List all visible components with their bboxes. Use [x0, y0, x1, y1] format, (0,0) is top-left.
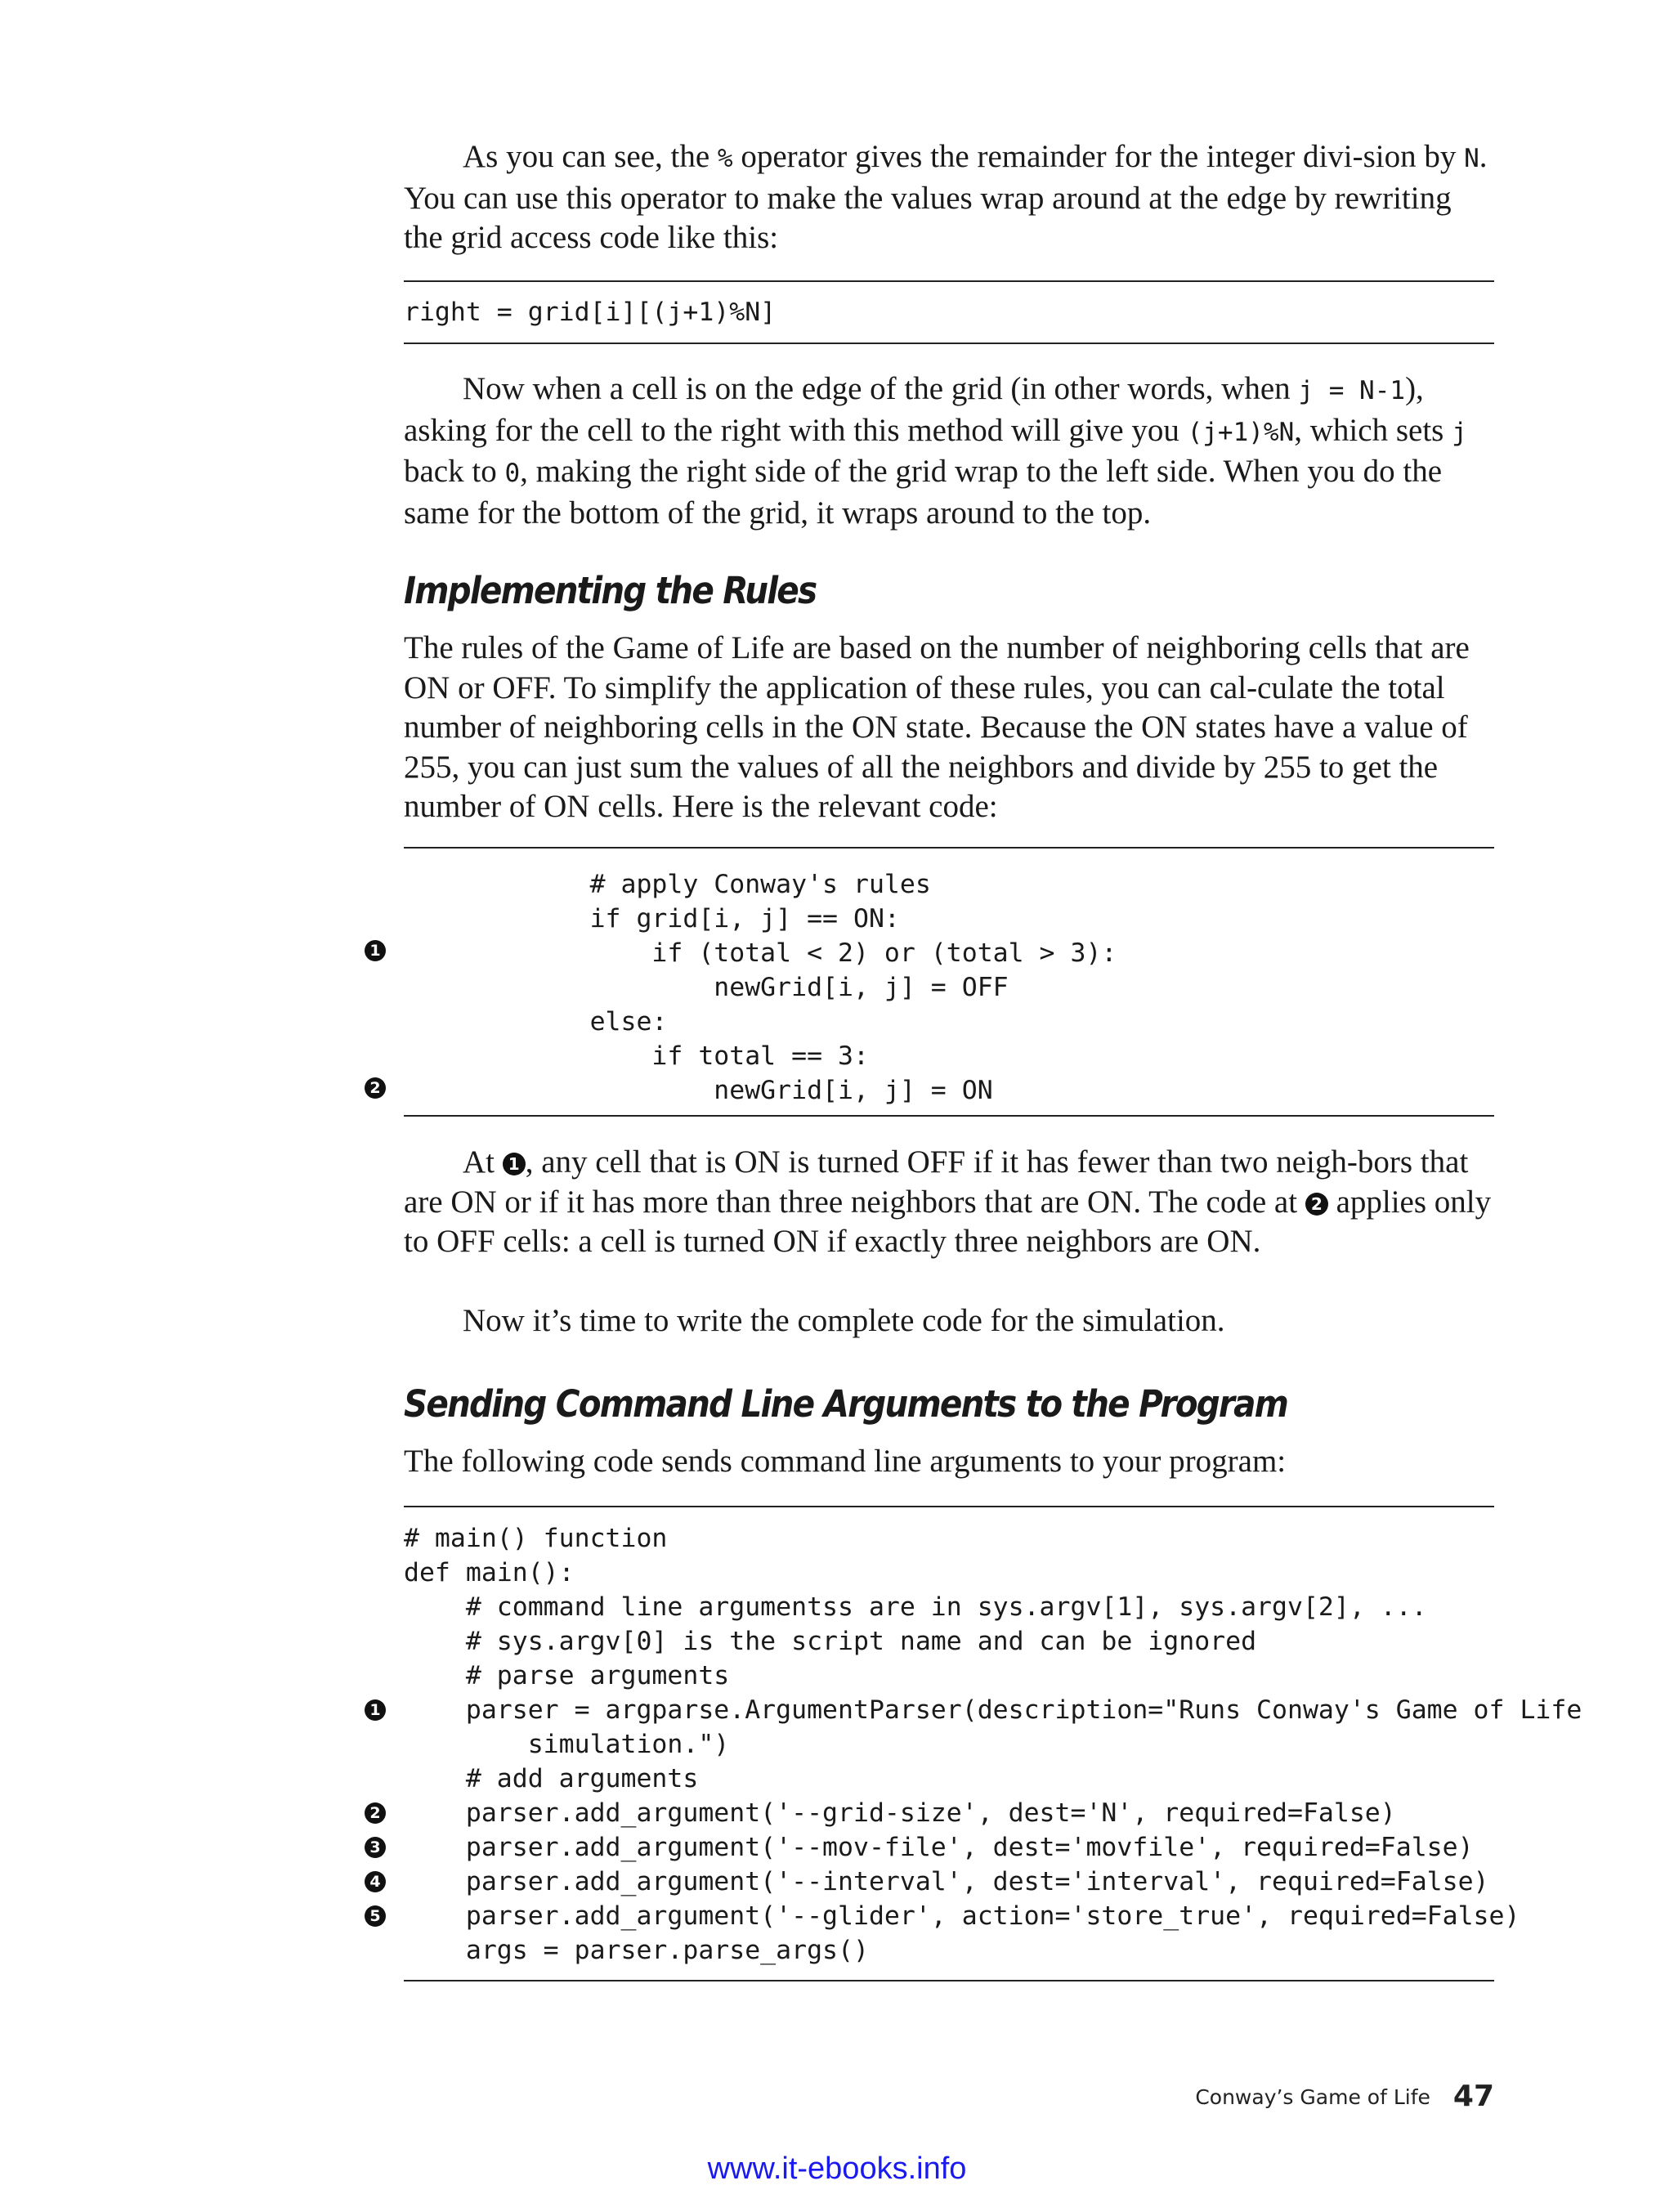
callout-marker-1: 1 [365, 940, 386, 961]
paragraph-edge-wrap: Now when a cell is on the edge of the grid (in other words, when j = N-1), asking for the cell to the right with this method will give you (j+1)%N, which sets j back to 0, making the right side of the grid wrap to the left side. When you do the same for the bottom of the grid, it wraps around to the top. [404, 371, 1467, 531]
page-number: 47 [1452, 2080, 1494, 2113]
callout-marker-4: 4 [365, 1871, 386, 1892]
chapter-title: Conway’s Game of Life [1195, 2085, 1430, 2109]
paragraph-command-line-intro: The following code sends command line arguments to your program: [404, 1444, 1287, 1479]
paragraph-remainder-operator: As you can see, the % operator gives the remainder for the integer divi-sion by N. You can use this operator to make the values wrap around at the edge by rewriting the grid access code like this: [404, 139, 1488, 255]
source-url[interactable]: www.it-ebooks.info [707, 2152, 967, 2186]
callout-marker-3: 3 [365, 1837, 386, 1858]
section-heading-command-line: Sending Command Line Arguments to the Program [404, 1382, 1288, 1426]
paragraph-rules: The rules of the Game of Life are based on the number of neighboring cells that are ON or OFF. To simplify the application of these rules, you can cal-culate the total number of neighboring cells in the ON state. Because the ON states have a value of 255, you can just sum the values of all the neighbors and divide by 255 to get the number of ON cells. Here is the relevant code: [404, 630, 1470, 824]
callout-marker-5: 5 [365, 1905, 386, 1927]
callout-marker-1: 1 [503, 1153, 526, 1175]
callout-marker-2: 2 [365, 1802, 386, 1824]
code-block-conway-rules [404, 847, 1494, 1117]
callout-marker-1: 1 [365, 1699, 386, 1721]
paragraph-complete-code: Now it’s time to write the complete code for the simulation. [463, 1303, 1225, 1338]
code-text: # main() function def main(): # command line argumentss are in sys.argv[1], sys.argv[2], ... # sys.argv[0] is the script name and can be ignored # parse arguments parser = argparse.ArgumentParser(description="Runs Conway's Game of Life simulation.") # add arguments parser.add_argument('--grid-size', dest='N', required=False) parser.add_argument('--mov-file', dest='movfile', required=False) parser.add_argument('--interval', dest='interval', required=False) parser.add_argument('--glider', action='store_true', required=False) args = parser.parse_args() [404, 1524, 1582, 1965]
code-text: right = grid[i][(j+1)%N] [404, 298, 777, 327]
code-text: # apply Conway's rules if grid[i, j] == ON: if (total < 2) or (total > 3): newGrid[i, j] = OFF else: if total == 3: newGrid[i, j] = ON [589, 870, 1117, 1105]
callout-marker-2: 2 [1305, 1193, 1328, 1216]
paragraph-rules-explanation: At 1 , any cell that is ON is turned OFF if it has fewer than two neigh-bors that are ON or if it has more than three neighbors that are ON. The code at 2 applies only to OFF cells: a cell is turned ON if exactly three neighbors are ON. [404, 1144, 1492, 1259]
section-heading-implementing-rules: Implementing the Rules [404, 569, 817, 612]
callout-marker-2: 2 [365, 1077, 386, 1099]
code-block-main-function [404, 1506, 1582, 1981]
page-footer [1195, 2080, 1494, 2113]
code-block-grid-access [404, 280, 1494, 344]
